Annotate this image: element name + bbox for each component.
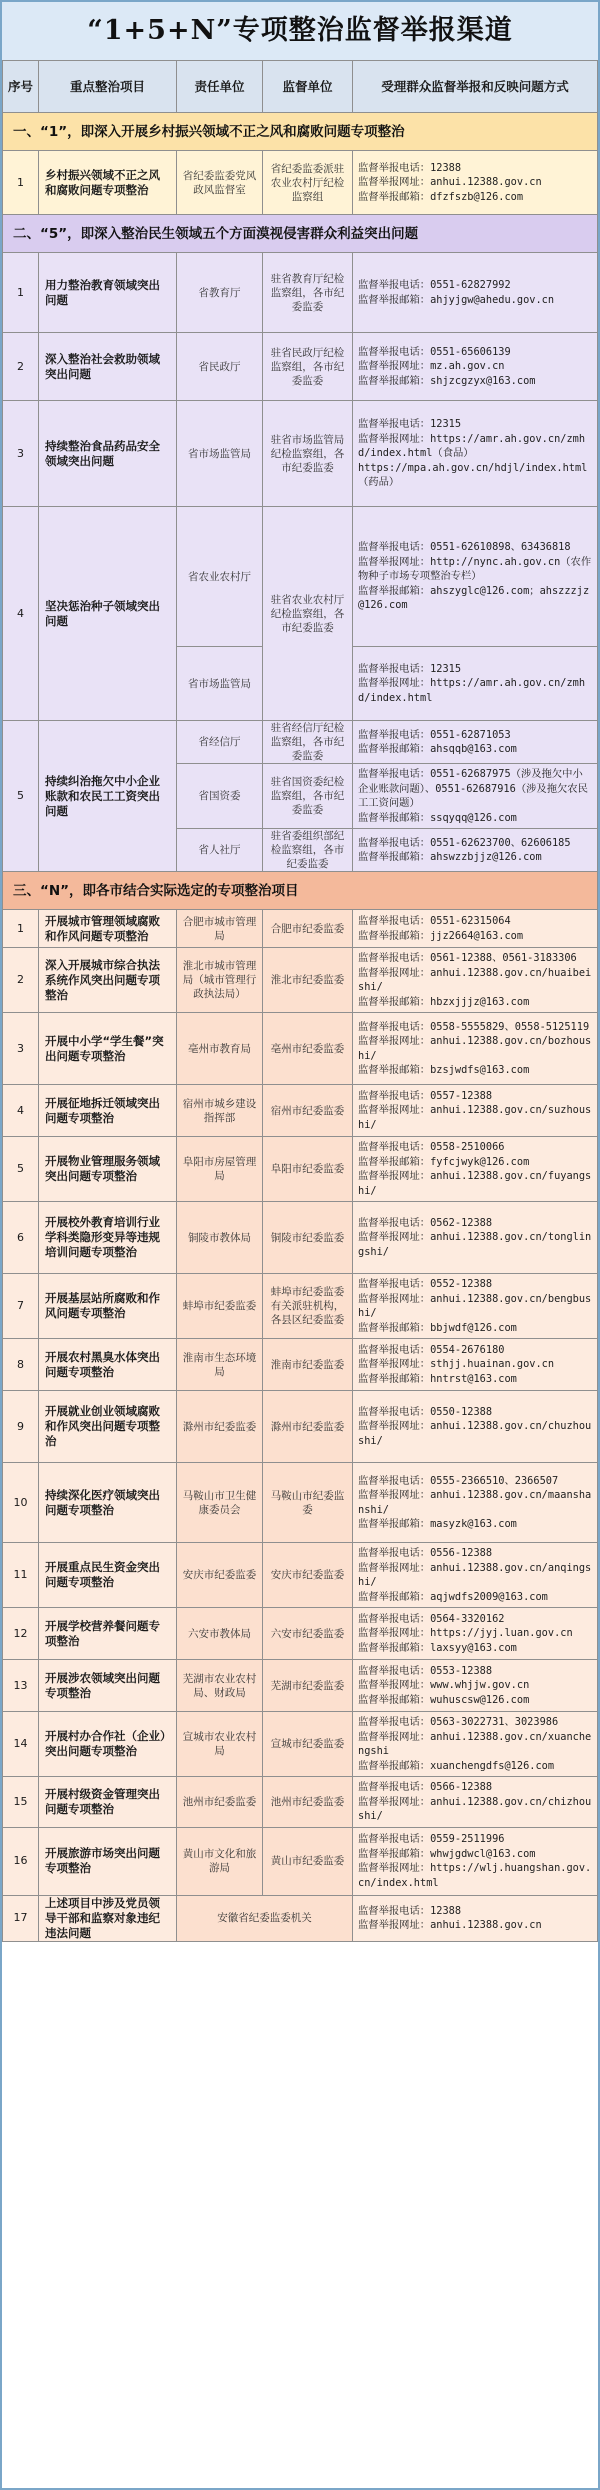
table-row — [3, 1339, 598, 1391]
channel-table — [2, 60, 598, 1942]
report-channels: 监督举报电话：0556-12388 监督举报网址：anhui.12388.gov.cn/anqingshi/ 监督举报邮箱：aqjwdfs2009@163.com — [353, 1543, 598, 1608]
section-heading: 一、“1”，即深入开展乡村振兴领域不正之风和腐败问题专项整治 — [3, 113, 598, 151]
responsible-unit: 池州市纪委监委 — [177, 1777, 263, 1828]
table-row — [3, 1895, 598, 1941]
report-channels: 监督举报电话：0550-12388 监督举报网址：anhui.12388.gov.cn/chuzhoushi/ — [353, 1391, 598, 1463]
project-name: 持续纠治拖欠中小企业账款和农民工工资突出问题 — [39, 721, 177, 872]
supervising-unit: 省纪委监委派驻农业农村厅纪检监察组 — [263, 151, 353, 215]
supervising-unit: 阜阳市纪委监委 — [263, 1137, 353, 1202]
project-name: 开展基层站所腐败和作风问题专项整治 — [39, 1274, 177, 1339]
report-channels: 监督举报电话：0551-62687975（涉及拖欠中小企业账款问题）、0551-62687916（涉及拖欠农民工工资问题） 监督举报邮箱：ssqyqq@126.com — [353, 764, 598, 829]
header-row — [3, 61, 598, 113]
row-number: 12 — [3, 1608, 39, 1660]
table-row — [3, 1660, 598, 1712]
project-name: 开展城市管理领域腐败和作风问题专项整治 — [39, 910, 177, 948]
report-channels: 监督举报电话：0551-62871053 监督举报邮箱：ahsqqb@163.com — [353, 721, 598, 764]
row-number: 2 — [3, 333, 39, 401]
responsible-unit: 安庆市纪委监委 — [177, 1543, 263, 1608]
row-number: 13 — [3, 1660, 39, 1712]
row-number: 10 — [3, 1463, 39, 1543]
responsible-unit: 省人社厅 — [177, 829, 263, 872]
section-heading-row — [3, 215, 598, 253]
supervising-unit: 驻省农业农村厅纪检监察组，各市纪委监委 — [263, 507, 353, 721]
responsible-unit: 安徽省纪委监委机关 — [177, 1895, 353, 1941]
row-number: 14 — [3, 1712, 39, 1777]
supervising-unit: 宣城市纪委监委 — [263, 1712, 353, 1777]
project-name: 开展村办合作社（企业）突出问题专项整治 — [39, 1712, 177, 1777]
supervising-unit: 六安市纪委监委 — [263, 1608, 353, 1660]
supervising-unit: 驻省市场监管局纪检监察组，各市纪委监委 — [263, 401, 353, 507]
project-name: 上述项目中涉及党员领导干部和监察对象违纪违法问题 — [39, 1895, 177, 1941]
section-heading: 二、“5”，即深入整治民生领域五个方面漠视侵害群众利益突出问题 — [3, 215, 598, 253]
row-number: 8 — [3, 1339, 39, 1391]
report-channels: 监督举报电话：0551-62623700、62606185 监督举报邮箱：ahswzzbjjz@126.com — [353, 829, 598, 872]
project-name: 开展物业管理服务领域突出问题专项整治 — [39, 1137, 177, 1202]
supervising-unit: 滁州市纪委监委 — [263, 1391, 353, 1463]
row-number: 15 — [3, 1777, 39, 1828]
row-number: 1 — [3, 253, 39, 333]
supervising-unit: 池州市纪委监委 — [263, 1777, 353, 1828]
project-name: 开展就业创业领域腐败和作风突出问题专项整治 — [39, 1391, 177, 1463]
table-row — [3, 910, 598, 948]
responsible-unit: 省国资委 — [177, 764, 263, 829]
supervising-unit: 亳州市纪委监委 — [263, 1013, 353, 1085]
supervising-unit: 淮南市纪委监委 — [263, 1339, 353, 1391]
project-name: 开展中小学“学生餐”突出问题专项整治 — [39, 1013, 177, 1085]
project-name: 开展村级资金管理突出问题专项整治 — [39, 1777, 177, 1828]
row-number: 2 — [3, 948, 39, 1013]
row-number: 3 — [3, 401, 39, 507]
report-channels: 监督举报电话：12315 监督举报网址：https://amr.ah.gov.cn/zmhd/index.html（食品） https://mpa.ah.gov.cn/hdjl/index.html（药品） — [353, 401, 598, 507]
row-number: 9 — [3, 1391, 39, 1463]
report-channels: 监督举报电话：12315 监督举报网址：https://amr.ah.gov.cn/zmhd/index.html — [353, 647, 598, 721]
table-row — [3, 1463, 598, 1543]
table-row — [3, 1202, 598, 1274]
report-channels: 监督举报电话：0563-3022731、3023986 监督举报网址：anhui.12388.gov.cn/xuanchengshi 监督举报邮箱：xuanchengdfs@126.com — [353, 1712, 598, 1777]
responsible-unit: 合肥市城市管理局 — [177, 910, 263, 948]
header-item: 重点整治项目 — [39, 61, 177, 113]
row-number: 3 — [3, 1013, 39, 1085]
project-name: 深入整治社会救助领域突出问题 — [39, 333, 177, 401]
row-number: 11 — [3, 1543, 39, 1608]
project-name: 开展涉农领域突出问题专项整治 — [39, 1660, 177, 1712]
section-heading-row — [3, 113, 598, 151]
responsible-unit: 淮北市城市管理局（城市管理行政执法局） — [177, 948, 263, 1013]
responsible-unit: 亳州市教育局 — [177, 1013, 263, 1085]
report-channels: 监督举报电话：0562-12388 监督举报网址：anhui.12388.gov.cn/tonglingshi/ — [353, 1202, 598, 1274]
row-number: 4 — [3, 1085, 39, 1137]
report-channels: 监督举报电话：0551-65606139 监督举报网址：mz.ah.gov.cn 监督举报邮箱：shjzcgzyx@163.com — [353, 333, 598, 401]
supervising-unit: 淮北市纪委监委 — [263, 948, 353, 1013]
responsible-unit: 省市场监管局 — [177, 401, 263, 507]
report-channels: 监督举报电话：0551-62827992 监督举报邮箱：ahjyjgw@ahedu.gov.cn — [353, 253, 598, 333]
report-channels: 监督举报电话：0554-2676180 监督举报网址：sthjj.huainan.gov.cn 监督举报邮箱：hntrst@163.com — [353, 1339, 598, 1391]
supervising-unit: 驻省民政厅纪检监察组，各市纪委监委 — [263, 333, 353, 401]
report-channels: 监督举报电话：0561-12388、0561-3183306 监督举报网址：anhui.12388.gov.cn/huaibeishi/ 监督举报邮箱：hbzxjjjz@163.com — [353, 948, 598, 1013]
report-channels: 监督举报电话：0559-2511996 监督举报邮箱：whwjgdwcl@163.com 监督举报网址：https://wlj.huangshan.gov.cn/index.html — [353, 1827, 598, 1895]
supervising-unit: 驻省经信厅纪检监察组，各市纪委监委 — [263, 721, 353, 764]
responsible-unit: 宿州市城乡建设指挥部 — [177, 1085, 263, 1137]
supervising-unit: 蚌埠市纪委监委有关派驻机构，各县区纪委监委 — [263, 1274, 353, 1339]
responsible-unit: 阜阳市房屋管理局 — [177, 1137, 263, 1202]
table-row — [3, 721, 598, 764]
report-channels: 监督举报电话：0553-12388 监督举报网址：www.whjjw.gov.cn 监督举报邮箱：wuhuscsw@126.com — [353, 1660, 598, 1712]
report-channels: 监督举报电话：12388 监督举报网址：anhui.12388.gov.cn 监督举报邮箱：dfzfszb@126.com — [353, 151, 598, 215]
responsible-unit: 宣城市农业农村局 — [177, 1712, 263, 1777]
row-number: 7 — [3, 1274, 39, 1339]
project-name: 开展重点民生资金突出问题专项整治 — [39, 1543, 177, 1608]
responsible-unit: 蚌埠市纪委监委 — [177, 1274, 263, 1339]
responsible-unit: 淮南市生态环境局 — [177, 1339, 263, 1391]
report-channels: 监督举报电话：0551-62315064 监督举报邮箱：jjz2664@163.com — [353, 910, 598, 948]
responsible-unit: 六安市教体局 — [177, 1608, 263, 1660]
table-row — [3, 1391, 598, 1463]
table-row — [3, 333, 598, 401]
table-row — [3, 253, 598, 333]
project-name: 持续整治食品药品安全领域突出问题 — [39, 401, 177, 507]
row-number: 17 — [3, 1895, 39, 1941]
responsible-unit: 芜湖市农业农村局、财政局 — [177, 1660, 263, 1712]
row-number: 5 — [3, 721, 39, 872]
report-channels: 监督举报电话：0558-5555829、0558-5125119 监督举报网址：anhui.12388.gov.cn/bozhoushi/ 监督举报邮箱：bzsjwdfs@163.com — [353, 1013, 598, 1085]
section-heading-row — [3, 872, 598, 910]
supervising-unit: 驻省委组织部纪检监察组，各市纪委监委 — [263, 829, 353, 872]
supervising-unit: 驻省教育厅纪检监察组，各市纪委监委 — [263, 253, 353, 333]
table-row — [3, 401, 598, 507]
supervising-unit: 合肥市纪委监委 — [263, 910, 353, 948]
table-row — [3, 1543, 598, 1608]
section-heading: 三、“N”，即各市结合实际选定的专项整治项目 — [3, 872, 598, 910]
responsible-unit: 铜陵市教体局 — [177, 1202, 263, 1274]
project-name: 持续深化医疗领域突出问题专项整治 — [39, 1463, 177, 1543]
row-number: 1 — [3, 910, 39, 948]
supervising-unit: 安庆市纪委监委 — [263, 1543, 353, 1608]
row-number: 5 — [3, 1137, 39, 1202]
supervising-unit: 芜湖市纪委监委 — [263, 1660, 353, 1712]
report-channels: 监督举报电话：0566-12388 监督举报网址：anhui.12388.gov.cn/chizhoushi/ — [353, 1777, 598, 1828]
responsible-unit: 省经信厅 — [177, 721, 263, 764]
row-number: 4 — [3, 507, 39, 721]
table-row — [3, 1085, 598, 1137]
project-name: 开展旅游市场突出问题专项整治 — [39, 1827, 177, 1895]
responsible-unit: 省教育厅 — [177, 253, 263, 333]
row-number: 6 — [3, 1202, 39, 1274]
row-number: 16 — [3, 1827, 39, 1895]
table-row — [3, 507, 598, 647]
report-channels: 监督举报电话：0555-2366510、2366507 监督举报网址：anhui.12388.gov.cn/maanshanshi/ 监督举报邮箱：masyzk@163.com — [353, 1463, 598, 1543]
page-title: “1+5+N”专项整治监督举报渠道 — [2, 2, 598, 60]
responsible-unit: 省纪委监委党风政风监督室 — [177, 151, 263, 215]
table-row — [3, 1777, 598, 1828]
report-channels: 监督举报电话：0564-3320162 监督举报网址：https://jyj.luan.gov.cn 监督举报邮箱：laxsyy@163.com — [353, 1608, 598, 1660]
table-row — [3, 151, 598, 215]
supervising-unit: 黄山市纪委监委 — [263, 1827, 353, 1895]
report-channels: 监督举报电话：0558-2510066 监督举报邮箱：fyfcjwyk@126.com 监督举报网址：anhui.12388.gov.cn/fuyangshi/ — [353, 1137, 598, 1202]
responsible-unit: 黄山市文化和旅游局 — [177, 1827, 263, 1895]
supervising-unit: 驻省国资委纪检监察组，各市纪委监委 — [263, 764, 353, 829]
report-channels: 监督举报电话：0552-12388 监督举报网址：anhui.12388.gov.cn/bengbushi/ 监督举报邮箱：bbjwdf@126.com — [353, 1274, 598, 1339]
project-name: 深入开展城市综合执法系统作风突出问题专项整治 — [39, 948, 177, 1013]
project-name: 坚决惩治种子领域突出问题 — [39, 507, 177, 721]
project-name: 开展校外教育培训行业学科类隐形变异等违规培训问题专项整治 — [39, 1202, 177, 1274]
report-channels: 监督举报电话：12388 监督举报网址：anhui.12388.gov.cn — [353, 1895, 598, 1941]
table-row — [3, 1827, 598, 1895]
table-row — [3, 1712, 598, 1777]
project-name: 乡村振兴领域不正之风和腐败问题专项整治 — [39, 151, 177, 215]
report-channels: 监督举报电话：0551-62610898、63436818 监督举报网址：http://nync.ah.gov.cn（农作物种子市场专项整治专栏） 监督举报邮箱：ahszyglc@126.com；ahszzzjz@126.com — [353, 507, 598, 647]
project-name: 开展学校营养餐问题专项整治 — [39, 1608, 177, 1660]
row-number: 1 — [3, 151, 39, 215]
responsible-unit: 马鞍山市卫生健康委员会 — [177, 1463, 263, 1543]
project-name: 开展农村黑臭水体突出问题专项整治 — [39, 1339, 177, 1391]
table-row — [3, 1274, 598, 1339]
responsible-unit: 省农业农村厅 — [177, 507, 263, 647]
table-row — [3, 1608, 598, 1660]
table-row — [3, 1137, 598, 1202]
project-name: 用力整治教育领域突出问题 — [39, 253, 177, 333]
supervising-unit: 马鞍山市纪委监委 — [263, 1463, 353, 1543]
header-channel: 受理群众监督举报和反映问题方式 — [353, 61, 598, 113]
header-sup: 监督单位 — [263, 61, 353, 113]
table-row — [3, 948, 598, 1013]
supervising-unit: 宿州市纪委监委 — [263, 1085, 353, 1137]
header-no: 序号 — [3, 61, 39, 113]
table-row — [3, 1013, 598, 1085]
header-dept: 责任单位 — [177, 61, 263, 113]
responsible-unit: 滁州市纪委监委 — [177, 1391, 263, 1463]
responsible-unit: 省市场监管局 — [177, 647, 263, 721]
supervising-unit: 铜陵市纪委监委 — [263, 1202, 353, 1274]
report-channels: 监督举报电话：0557-12388 监督举报网址：anhui.12388.gov.cn/suzhoushi/ — [353, 1085, 598, 1137]
project-name: 开展征地拆迁领域突出问题专项整治 — [39, 1085, 177, 1137]
responsible-unit: 省民政厅 — [177, 333, 263, 401]
